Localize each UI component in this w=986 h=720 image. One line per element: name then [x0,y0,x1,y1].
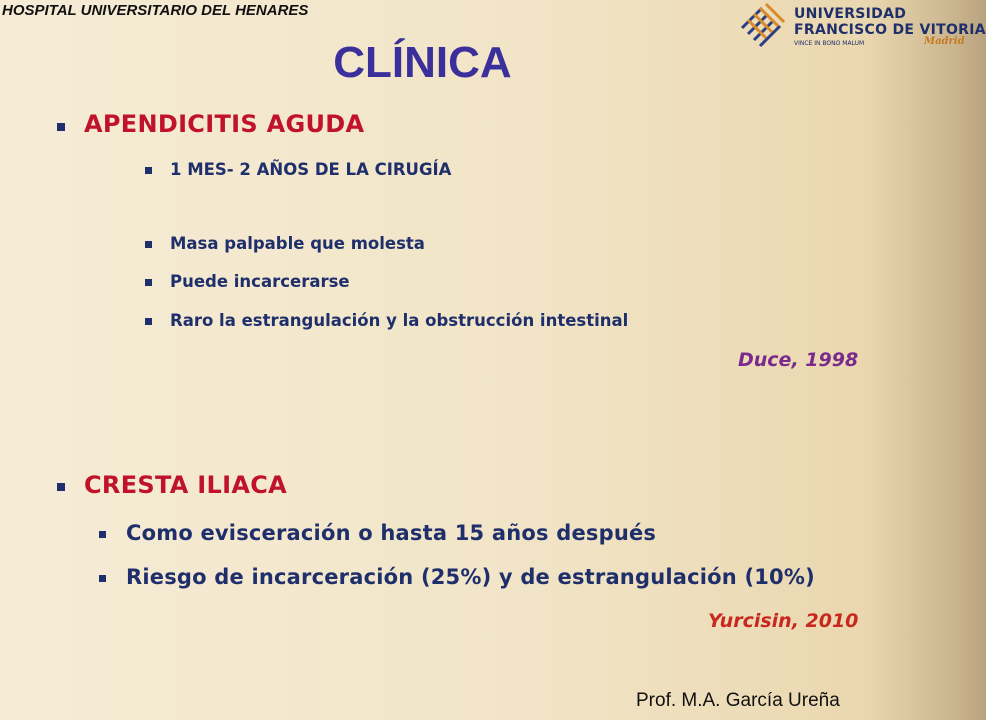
logo-university-line: UNIVERSIDAD [794,6,907,22]
list-item: Raro la estrangulación y la obstrucción intestinal [170,311,629,330]
square-bullet-icon [99,531,106,538]
author-footer: Prof. M.A. García Ureña [636,690,840,711]
reference-duce: Duce, 1998 [738,349,859,371]
list-item: 1 MES- 2 AÑOS DE LA CIRUGÍA [170,160,452,179]
slide-title: CLÍNICA [333,38,512,87]
list-item: Masa palpable que molesta [170,234,425,253]
section-heading-apendicitis: APENDICITIS AGUDA [84,110,365,138]
reference-yurcisin: Yurcisin, 2010 [708,610,859,632]
logo-motto: VINCE IN BONO MALUM [794,40,865,47]
section-heading-cresta: CRESTA ILIACA [84,471,288,499]
square-bullet-icon [57,483,65,491]
list-item: Riesgo de incarceración (25%) y de estrangulación (10%) [126,565,815,589]
list-item: Como evisceración o hasta 15 años después [126,521,657,545]
square-bullet-icon [57,123,65,131]
square-bullet-icon [145,167,152,174]
logo-city: Madrid [924,36,965,47]
list-item: Puede incarcerarse [170,272,350,291]
square-bullet-icon [99,575,106,582]
square-bullet-icon [145,318,152,325]
square-bullet-icon [145,241,152,248]
hospital-name: HOSPITAL UNIVERSITARIO DEL HENARES [2,2,309,19]
square-bullet-icon [145,279,152,286]
logo-name-line: FRANCISCO DE VITORIA [794,22,986,38]
